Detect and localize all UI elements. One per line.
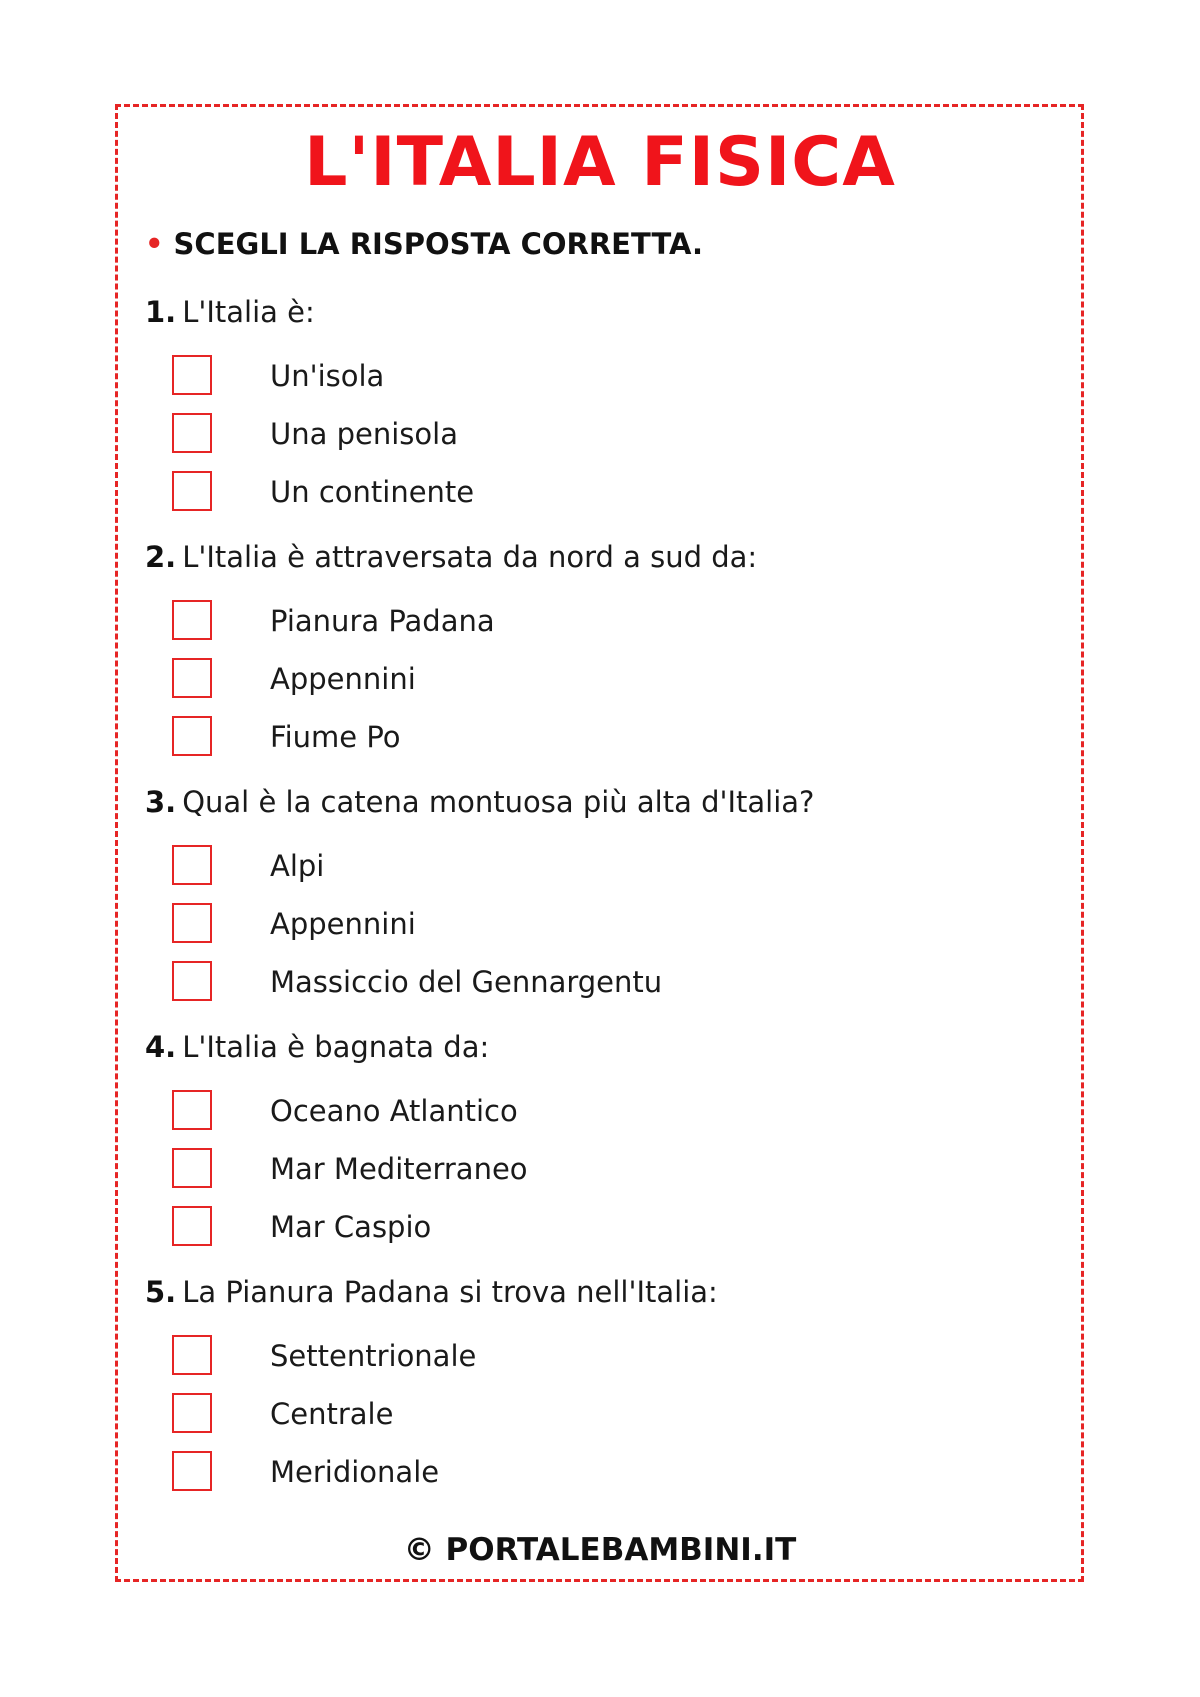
option-label: Appennini xyxy=(270,662,416,696)
question-number: 2. xyxy=(145,540,177,574)
checkbox[interactable] xyxy=(172,1451,212,1491)
question-text: Qual è la catena montuosa più alta d'Italia? xyxy=(182,785,815,819)
option-label: Un'isola xyxy=(270,359,385,393)
checkbox[interactable] xyxy=(172,600,212,640)
page-title: L'ITALIA FISICA xyxy=(304,123,896,202)
copyright-footer: © PORTALEBAMBINI.IT xyxy=(403,1532,797,1568)
checkbox[interactable] xyxy=(172,471,212,511)
question-number: 3. xyxy=(145,785,177,819)
instruction xyxy=(145,224,703,264)
question-1 xyxy=(145,292,315,332)
question-number: 1. xyxy=(145,295,177,329)
option-label: Mar Mediterraneo xyxy=(270,1152,528,1186)
question-text: L'Italia è attraversata da nord a sud da: xyxy=(182,540,758,574)
option-label: Oceano Atlantico xyxy=(270,1094,518,1128)
bullet-icon: • xyxy=(145,227,164,261)
checkbox[interactable] xyxy=(172,1393,212,1433)
question-2 xyxy=(145,537,757,577)
option-label: Settentrionale xyxy=(270,1339,477,1373)
instruction-text: SCEGLI LA RISPOSTA CORRETTA. xyxy=(173,227,703,261)
option-label: Fiume Po xyxy=(270,720,401,754)
checkbox[interactable] xyxy=(172,413,212,453)
option-label: Un continente xyxy=(270,475,475,509)
checkbox[interactable] xyxy=(172,1148,212,1188)
question-number: 5. xyxy=(145,1275,177,1309)
option-label: Appennini xyxy=(270,907,416,941)
option-label: Pianura Padana xyxy=(270,604,495,638)
question-text: L'Italia è bagnata da: xyxy=(182,1030,490,1064)
option-label: Meridionale xyxy=(270,1455,440,1489)
question-number: 4. xyxy=(145,1030,177,1064)
checkbox[interactable] xyxy=(172,355,212,395)
question-5 xyxy=(145,1272,718,1312)
question-3 xyxy=(145,782,814,822)
question-text: La Pianura Padana si trova nell'Italia: xyxy=(182,1275,718,1309)
checkbox[interactable] xyxy=(172,658,212,698)
checkbox[interactable] xyxy=(172,961,212,1001)
question-text: L'Italia è: xyxy=(182,295,315,329)
option-label: Mar Caspio xyxy=(270,1210,432,1244)
question-4 xyxy=(145,1027,489,1067)
option-label: Alpi xyxy=(270,849,325,883)
option-label: Una penisola xyxy=(270,417,458,451)
option-label: Massiccio del Gennargentu xyxy=(270,965,663,999)
checkbox[interactable] xyxy=(172,716,212,756)
checkbox[interactable] xyxy=(172,903,212,943)
option-label: Centrale xyxy=(270,1397,394,1431)
checkbox[interactable] xyxy=(172,1335,212,1375)
checkbox[interactable] xyxy=(172,1206,212,1246)
checkbox[interactable] xyxy=(172,1090,212,1130)
checkbox[interactable] xyxy=(172,845,212,885)
